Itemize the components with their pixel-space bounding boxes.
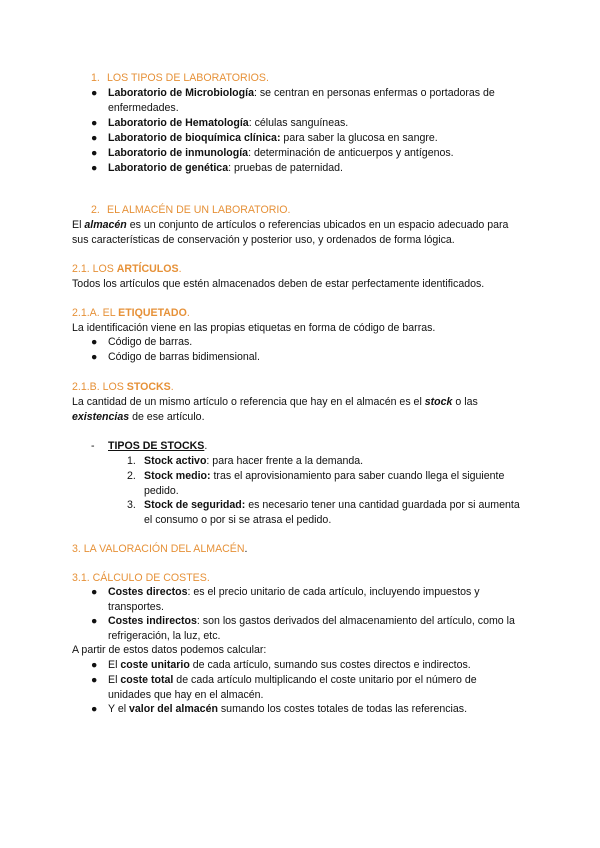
paragraph: A partir de estos datos podemos calcular: xyxy=(72,644,267,656)
paragraph: La cantidad de un mismo artículo o referencia que hay en el almacén es el stock o las existencias de ese artículo. xyxy=(72,396,478,423)
subsection-title: 2.1. LOS ARTÍCULOS. xyxy=(72,263,182,275)
item-text: Código de barras bidimensional. xyxy=(108,351,260,363)
item-text: : células sanguíneas. xyxy=(248,117,349,129)
item-text: : determinación de anticuerpos y antígenos. xyxy=(248,147,454,159)
section1-number: 1. xyxy=(91,72,100,84)
bullet-icon: ● xyxy=(91,674,98,686)
stock-types-heading: TIPOS DE STOCKS. xyxy=(108,440,208,452)
section3-title: 3. LA VALORACIÓN DEL ALMACÉN. xyxy=(72,543,248,555)
item-term: Laboratorio de Microbiología xyxy=(108,87,254,99)
emphasis: almacén xyxy=(84,219,127,231)
section2-title: EL ALMACÉN DE UN LABORATORIO. xyxy=(107,204,291,216)
item-term: Laboratorio de bioquímica clínica: xyxy=(108,132,281,144)
item-text: Código de barras. xyxy=(108,336,193,348)
section1-title: LOS TIPOS DE LABORATORIOS. xyxy=(107,72,269,84)
item-text: : se centran en personas enfermas o portadoras de enfermedades. xyxy=(108,87,495,114)
bullet-icon: ● xyxy=(91,162,98,174)
bullet-icon: ● xyxy=(91,615,98,627)
bullet-icon: ● xyxy=(91,132,98,144)
paragraph: Todos los artículos que estén almacenados deben de estar perfectamente identificados. xyxy=(72,278,485,290)
document-page: 1. LOS TIPOS DE LABORATORIOS. ● Laboratorio de Microbiología: se centran en personas enfermas o portadoras de enfermedades. ● Laboratorio de Hematología: células sanguíneas. ● Laboratorio de bioquímica clínica: para saber la glucosa en sangre. ● Laboratorio de inmunología: determinación de anticuerpos y antígenos. ● Laboratorio de genética: pruebas de paternidad. 2. EL ALMACÉN DE UN LABORATORIO. El almacén es un conjunto de artículos o referencias ubicados en un espacio adecuado para sus características de conservación y posterior uso, y ordenados de forma lógica. 2.1. LOS ARTÍCULOS. Todos los artículos que estén almacenados deben de estar perfectamente identificados. 2.1.A. EL ETIQUETADO. La identificación viene en las propias etiquetas en forma de código de barras. ● Código de barras. ● Código de barras bidimensional. 2.1.B. LOS STOCKS. La cantidad de un mismo artículo o referencia que hay en el almacén es el stock o las existencias de ese artículo. - TIPOS DE STOCKS. 1. Stock activo: para hacer frente a la demanda. 2. Stock medio: tras el aprovisionamiento para saber cuando llega el siguiente pedido. 3. Stock de seguridad: es necesario tener una cantidad guardada por si aumenta el consumo o por si se atrasa el pedido. 3. LA VALORACIÓN DEL ALMACÉN. 3.1. CÁLCULO DE COSTES. ● Costes directos: es el precio unitario de cada artículo, incluyendo impuestos y transportes. ● Costes indirectos: son los gastos derivados del almacenamiento del artículo, como la refrigeración, la luz, etc. A partir de estos datos podemos calcular: ● El coste unitario de cada artículo, sumando sus costes directos e indirectos. ● El coste total de cada artículo multiplicando el coste unitario por el número de unidades que hay en el almacén. ● Y el valor del almacén sumando los costes totales de todas las referencias. xyxy=(0,0,600,848)
bullet-icon: ● xyxy=(91,703,98,715)
subsection-title: 3.1. CÁLCULO DE COSTES. xyxy=(72,572,210,584)
subsection-title: 2.1.A. EL ETIQUETADO. xyxy=(72,307,190,319)
emphasis: stock xyxy=(424,396,453,408)
bullet-icon: ● xyxy=(91,117,98,129)
item-term: Laboratorio de genética xyxy=(108,162,229,174)
section2-intro: El almacén es un conjunto de artículos o referencias ubicados en un espacio adecuado para sus características de conservación y posterior uso, y ordenados de forma lógica. xyxy=(72,219,509,246)
bullet-icon: ● xyxy=(91,336,98,348)
emphasis: existencias xyxy=(72,411,130,423)
item-term: Laboratorio de Hematología xyxy=(108,117,249,129)
bullet-icon: ● xyxy=(91,351,98,363)
subsection-title: 2.1.B. LOS STOCKS. xyxy=(72,381,174,393)
item-term: Laboratorio de inmunología xyxy=(108,147,249,159)
bullet-icon: ● xyxy=(91,586,98,598)
bullet-icon: ● xyxy=(91,87,98,99)
bullet-icon: ● xyxy=(91,659,98,671)
item-text: : pruebas de paternidad. xyxy=(228,162,343,174)
bullet-icon: ● xyxy=(91,147,98,159)
item-text: para saber la glucosa en sangre. xyxy=(280,132,438,144)
section2-number: 2. xyxy=(91,204,100,216)
paragraph: La identificación viene en las propias etiquetas en forma de código de barras. xyxy=(72,322,436,334)
dash-bullet: - xyxy=(91,440,95,452)
